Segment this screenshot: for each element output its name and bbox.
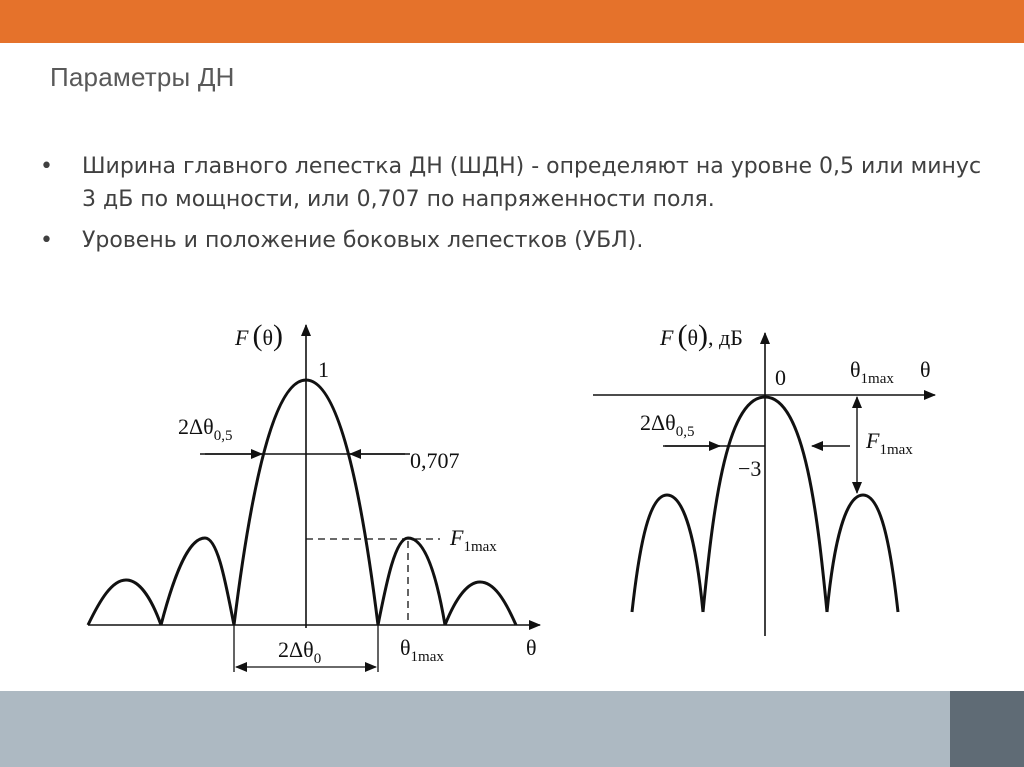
y-label-f: F — [235, 325, 249, 350]
slide-title: Параметры ДН — [50, 62, 235, 92]
y-label-arg: θ — [262, 325, 273, 350]
zero-db-label: 0 — [775, 365, 786, 390]
null-width-label — [278, 637, 321, 667]
y-axis-label — [234, 319, 283, 352]
bullet-item-width — [40, 150, 1000, 216]
bullet-text: Уровень и положение боковых лепестков (УБЛ). — [82, 228, 644, 253]
minus3-label: −3 — [738, 456, 762, 481]
null-width-base: 2Δθ — [278, 637, 314, 662]
bottom-footer-bar — [0, 691, 950, 767]
sidelobe-left-db — [632, 495, 703, 612]
sidelobe-left-2 — [88, 580, 161, 625]
y-label-open: ( — [252, 319, 263, 352]
level-0707-label: 0,707 — [410, 448, 460, 473]
half-power-width-label-db — [640, 410, 694, 440]
sidelobe-level-label-db — [865, 428, 913, 458]
width-label-sub: 0,5 — [213, 428, 233, 444]
theta-max-label-db — [850, 357, 894, 387]
theta-max-base: θ — [400, 635, 411, 660]
sidelobe-label-base-db: F — [866, 428, 880, 453]
y-label-unit-db: , дБ — [708, 325, 743, 350]
top-accent-bar — [0, 0, 1024, 43]
x-axis-label-db: θ — [920, 357, 931, 382]
y-label-open-db: ( — [677, 319, 688, 352]
sidelobe-label-sub: 1max — [463, 539, 497, 555]
db-pattern-diagram — [593, 319, 935, 636]
theta-max-label — [400, 635, 444, 665]
width-label-sub-db: 0,5 — [675, 424, 695, 440]
linear-pattern-diagram — [88, 319, 540, 672]
half-power-width-label — [178, 414, 232, 444]
x-axis-label: θ — [526, 635, 537, 660]
bullet-list — [40, 150, 1000, 265]
theta-max-sub: 1max — [410, 649, 444, 665]
sidelobe-label-sub-db: 1max — [879, 442, 913, 458]
peak-value-label: 1 — [318, 357, 329, 382]
radiation-pattern-figure — [0, 300, 1024, 690]
y-label-close-db: ) — [698, 319, 708, 352]
bottom-corner-block — [950, 691, 1024, 767]
bullet-text: Ширина главного лепестка ДН (ШДН) - определяют на уровне 0,5 или минус 3 дБ по мощности, или 0,707 по напряженности поля. — [82, 154, 982, 212]
width-label-base: 2Δθ — [178, 414, 214, 439]
width-label-base-db: 2Δθ — [640, 410, 676, 435]
sidelobe-right-db — [827, 495, 898, 612]
sidelobe-label-base: F — [450, 525, 464, 550]
bullet-item-sidelobes — [40, 224, 1000, 257]
bullet-marker: • — [40, 228, 53, 253]
sidelobe-right-1 — [378, 538, 445, 625]
sidelobe-level-label — [449, 525, 497, 555]
bullet-marker: • — [40, 154, 53, 179]
sidelobe-left-1 — [161, 538, 234, 625]
theta-max-sub-db: 1max — [860, 371, 894, 387]
y-label-arg-db: θ — [687, 325, 698, 350]
theta-max-base-db: θ — [850, 357, 861, 382]
y-label-close: ) — [273, 319, 283, 352]
sidelobe-right-2 — [445, 582, 516, 625]
null-width-sub: 0 — [313, 651, 322, 667]
y-label-f-db: F — [660, 325, 674, 350]
y-axis-label-db — [659, 319, 743, 352]
